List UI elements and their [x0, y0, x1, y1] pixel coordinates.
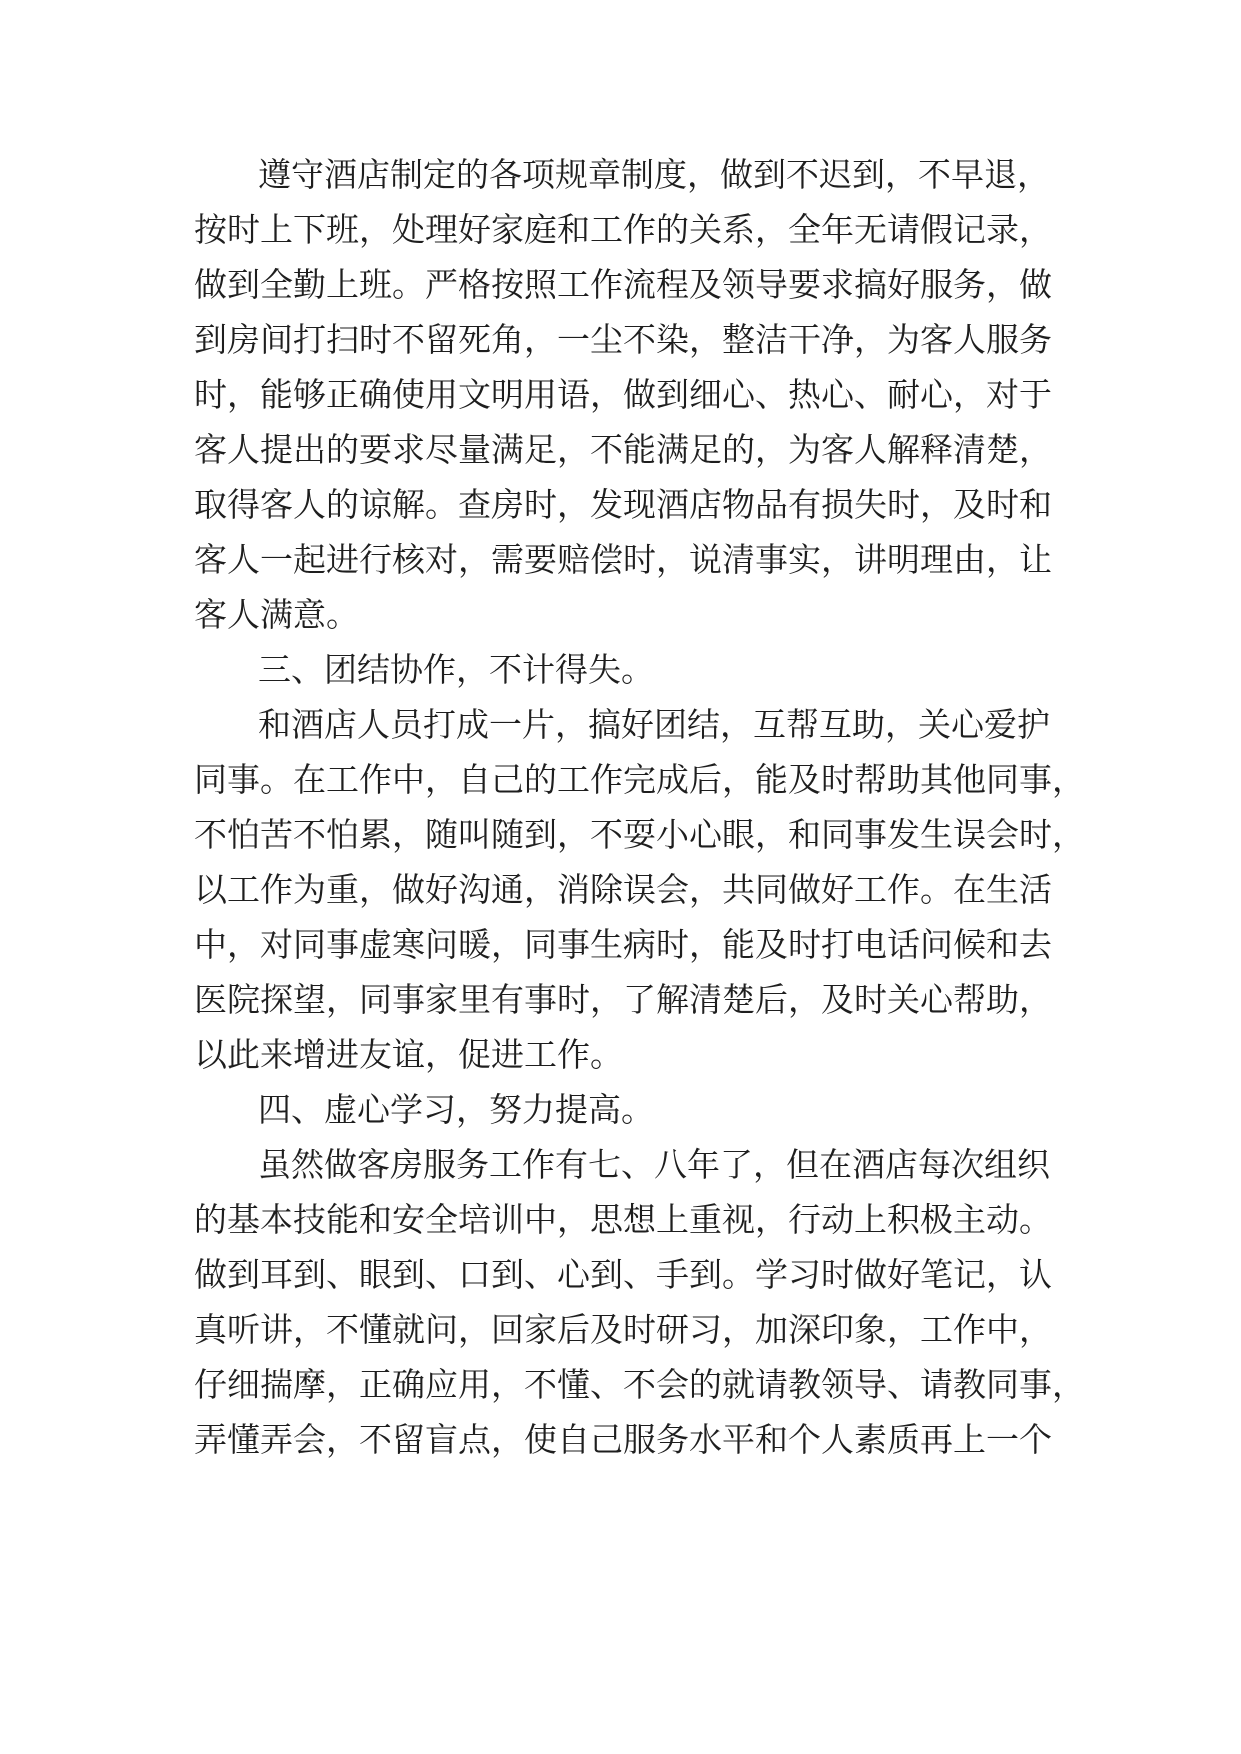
paragraph-line: 真听讲，不懂就问，回家后及时研习，加深印象，工作中， [194, 1310, 1052, 1349]
paragraph-line: 虽然做客房服务工作有七、八年了，但在酒店每次组织 [258, 1145, 1050, 1184]
paragraph-line: 做到全勤上班。严格按照工作流程及领导要求搞好服务，做 [194, 265, 1052, 304]
paragraph-line: 取得客人的谅解。查房时，发现酒店物品有损失时，及时和 [194, 485, 1052, 524]
paragraph-line: 做到耳到、眼到、口到、心到、手到。学习时做好笔记，认 [194, 1255, 1052, 1294]
paragraph-line: 以工作为重，做好沟通，消除误会，共同做好工作。在生活 [194, 870, 1052, 909]
paragraph-line: 到房间打扫时不留死角，一尘不染，整洁干净，为客人服务 [194, 320, 1052, 359]
paragraph-line: 和酒店人员打成一片，搞好团结，互帮互助，关心爱护 [258, 705, 1050, 744]
paragraph-line: 医院探望，同事家里有事时，了解清楚后，及时关心帮助， [194, 980, 1052, 1019]
paragraph-line: 同事。在工作中，自己的工作完成后，能及时帮助其他同事， [194, 760, 1085, 799]
paragraph-line: 的基本技能和安全培训中，思想上重视，行动上积极主动。 [194, 1200, 1052, 1239]
paragraph-line: 时，能够正确使用文明用语，做到细心、热心、耐心，对于 [194, 375, 1052, 414]
paragraph-line: 客人满意。 [194, 595, 359, 634]
paragraph-line: 客人一起进行核对，需要赔偿时，说清事实，讲明理由，让 [194, 540, 1052, 579]
paragraph-line: 弄懂弄会，不留盲点，使自己服务水平和个人素质再上一个 [194, 1420, 1052, 1459]
section-heading: 四、虚心学习，努力提高。 [258, 1090, 654, 1129]
paragraph-line: 中，对同事虚寒问暖，同事生病时，能及时打电话问候和去 [194, 925, 1052, 964]
paragraph-line: 客人提出的要求尽量满足，不能满足的，为客人解释清楚， [194, 430, 1052, 469]
paragraph-line: 以此来增进友谊，促进工作。 [194, 1035, 623, 1074]
paragraph-line: 遵守酒店制定的各项规章制度，做到不迟到，不早退， [258, 155, 1050, 194]
paragraph-line: 按时上下班，处理好家庭和工作的关系，全年无请假记录， [194, 210, 1052, 249]
section-heading: 三、团结协作，不计得失。 [258, 650, 654, 689]
paragraph-line: 不怕苦不怕累，随叫随到，不耍小心眼，和同事发生误会时， [194, 815, 1085, 854]
paragraph-line: 仔细揣摩，正确应用，不懂、不会的就请教领导、请教同事， [194, 1365, 1085, 1404]
